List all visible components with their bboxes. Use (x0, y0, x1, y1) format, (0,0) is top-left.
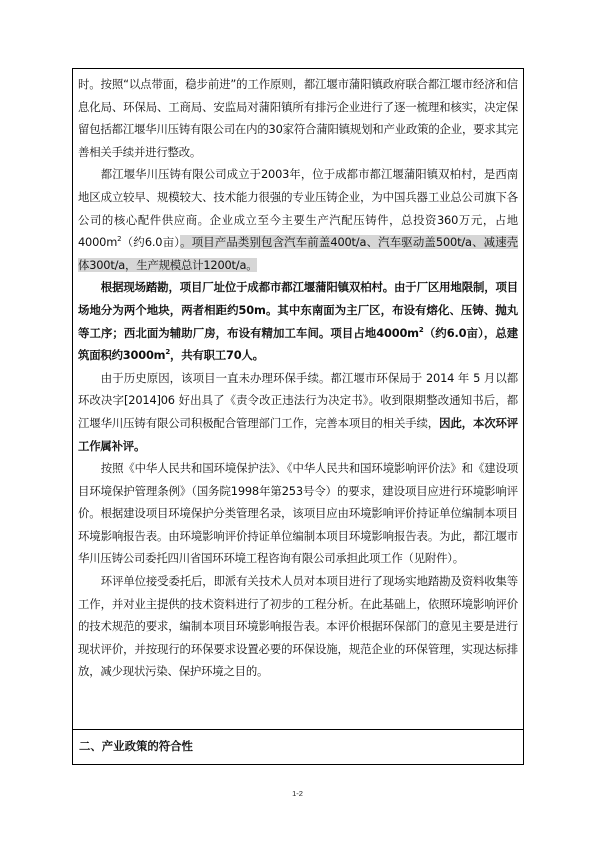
paragraph-3-text-a: 根据现场踏勘，项目厂址位于成都市都江堰蒲阳镇双柏村。由于厂区用地限制，项目场地分为两个地块，两者相距约50m。其中东南面为主厂区，布设有熔化、压铸、抛丸等工序；西北面为辅助厂房，布设有精加工车间。项目占地4000m (78, 280, 518, 340)
paragraph-3-text-b: （约6.0亩），总建筑面积约3000m (78, 325, 518, 363)
paragraph-4-text: 由于历史原因，该项目一直未办理环保手续。都江堰市环保局于 2014 年 5 月以都环改决字[2014]06 好出具了《责令改正违法行为决定书》。收到限期整改通知书后，都江堰华川压铸有限公司积极配合管理部门工作，完善本项目的相关手续， (78, 370, 518, 430)
superscript-2: 2 (117, 235, 122, 244)
section-heading: 二、产业政策的符合性 (79, 739, 193, 753)
paragraph-4 (78, 367, 518, 457)
paragraph-3 (78, 276, 518, 366)
superscript-3b: 2 (165, 348, 171, 357)
paragraph-3-text-c: ，共有职工70人。 (170, 348, 264, 363)
paragraph-5: 按照《中华人民共和国环境保护法》、《中华人民共和国环境影响评价法》和《建设项目环境保护管理条例》（国务院1998年第253号令）的要求，建设项目应进行环境影响评价。根据建设项目环境保护分类管理名录，该项目应由环境影响评价持证单位编制本项目环境影响报告表。由环境影响评价持证单位编制本项目环境影响报告表。为此，都江堰市华川压铸公司委托四川省国环环境工程咨询有限公司承担此项工作（见附件）。 (78, 461, 518, 566)
paragraph-1: 时。按照“以点带面，稳步前进”的工作原则，都江堰市蒲阳镇政府联合都江堰市经济和信息化局、环保局、工商局、安监局对蒲阳镇所有排污企业进行了逐一梳理和核实，决定保留包括都江堰华川压铸有限公司在内的30家符合蒲阳镇规划和产业政策的企业，要求其完善相关手续并进行整改。 (78, 77, 518, 159)
paragraph-4-bold: 因此，本次环评工作属补评。 (78, 415, 518, 453)
paragraph-6: 环评单位接受委托后，即派有关技术人员对本项目进行了现场实地踏勘及资料收集等工作，并对业主提供的技术资料进行了初步的工程分析。在此基础上，依照环境影响评价的技术规范的要求，编制本项目环境影响报告表。本评价根据环保部门的意见主要是进行现状评价，并按现行的环保要求设置必要的环保设施，规范企业的环保管理，实现达标排放，减少现状污染、保护环境之目的。 (78, 574, 518, 679)
body-text (78, 73, 518, 683)
paragraph-2-highlight: 。项目产品类别包含汽车前盖400t/a、汽车驱动盖500t/a、减速壳体300t/a，生产规模总计1200t/a。 (78, 235, 518, 272)
paragraph-2-text-a: 都江堰华川压铸有限公司成立于2003年，位于成都市都江堰蒲阳镇双柏村，是西南地区成立较早、规模较大、技术能力很强的专业压铸企业，为中国兵器工业总公司旗下各公司的核心配件供应商。企业成立至今主要生产汽配压铸件，总投资360万元，占地4000m (78, 167, 518, 250)
paragraph-2-text-b: （约6.0亩） (121, 235, 181, 250)
paragraph-2 (78, 163, 518, 276)
section-divider (73, 729, 523, 730)
superscript-3a: 2 (418, 325, 424, 334)
page-number: 1-2 (292, 789, 303, 798)
content-frame (72, 68, 524, 765)
